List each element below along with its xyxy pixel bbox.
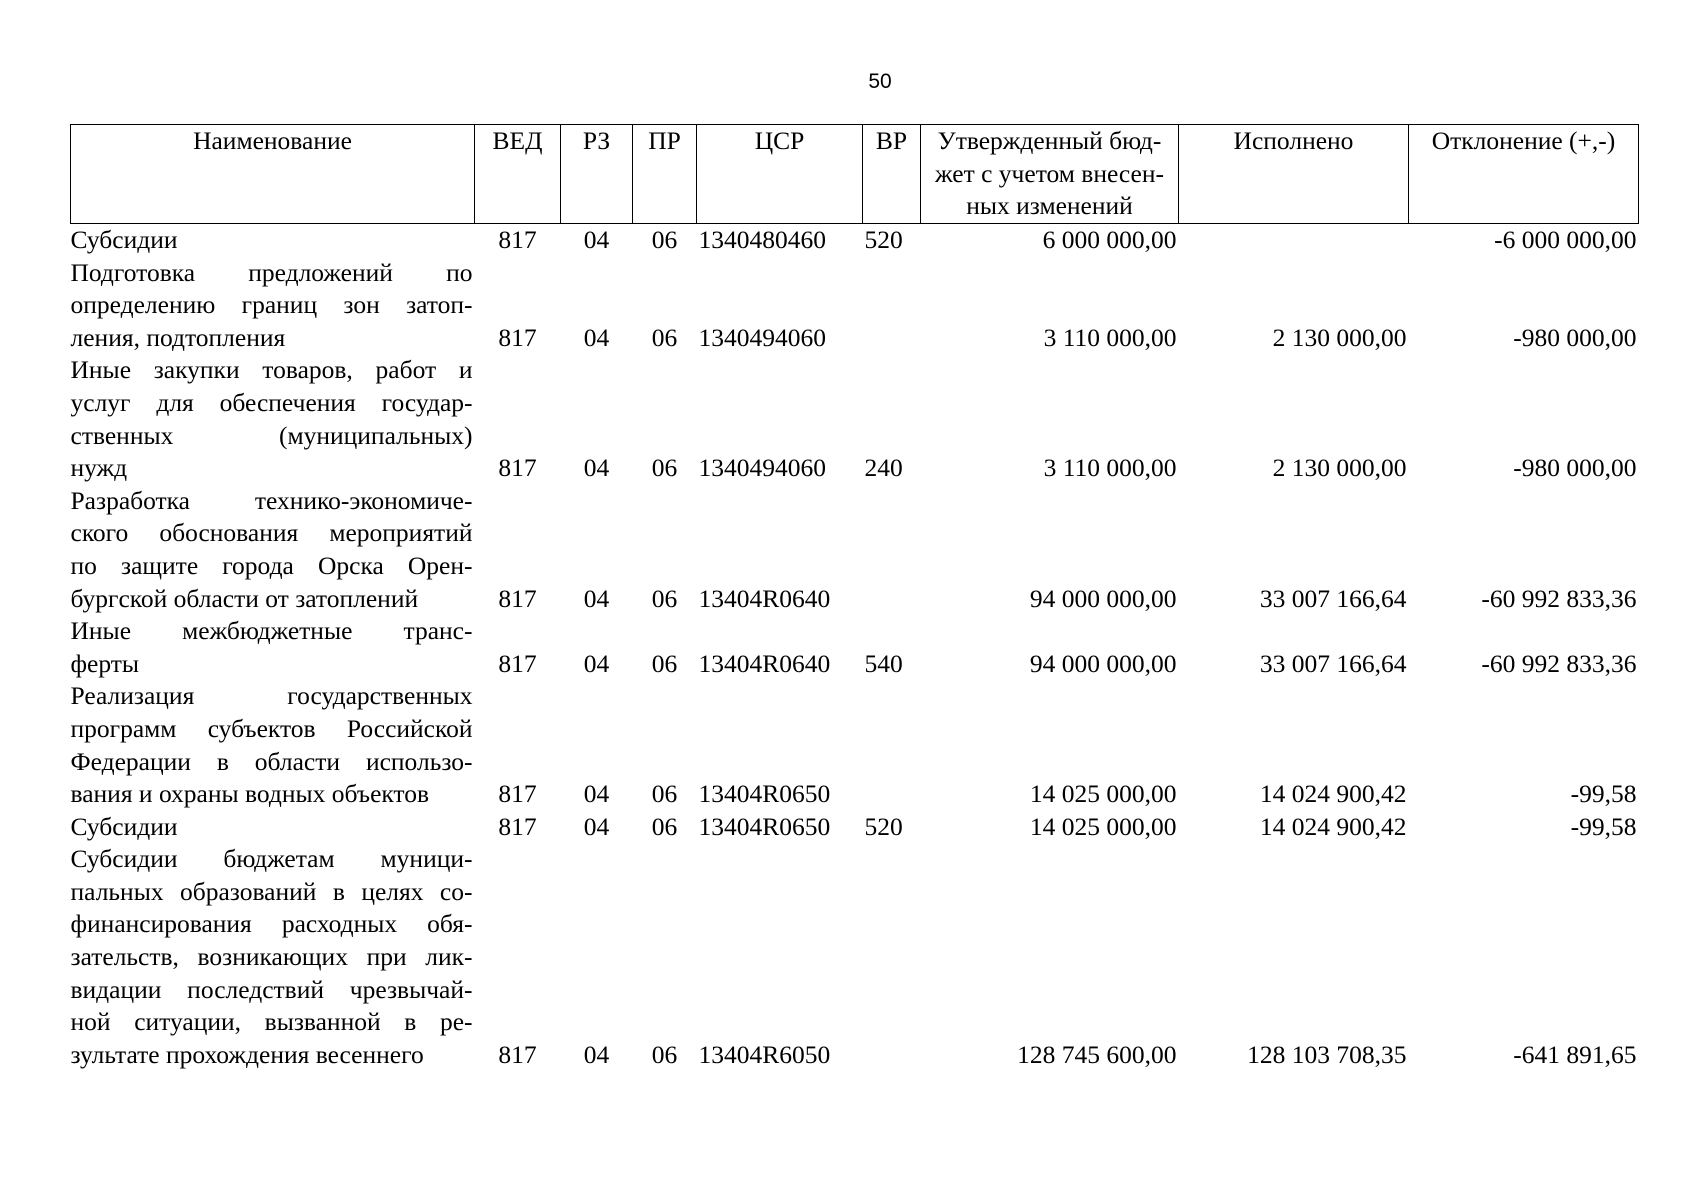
cell-deviation: -99,58 — [1570, 779, 1637, 809]
table-row — [71, 680, 1639, 810]
name-line: ления, подтопления — [70, 322, 286, 352]
cell-csr: 1340480460 — [698, 225, 826, 254]
cell-rz: 04 — [583, 1039, 610, 1069]
cell-approved: 94 000 000,00 — [1029, 583, 1177, 613]
name-line: зательств, возникающих при лик- — [70, 942, 473, 972]
cell-ved: 817 — [498, 583, 537, 613]
cell-executed: 33 007 166,64 — [1259, 648, 1407, 678]
name-line: финансирования расходных обя- — [70, 909, 473, 939]
cell-pr: 06 — [651, 583, 678, 613]
cell-approved: 94 000 000,00 — [1029, 648, 1177, 678]
cell-pr: 06 — [651, 811, 678, 841]
cell-name — [71, 354, 475, 484]
name-line: Подготовка предложений по — [70, 257, 473, 287]
header-name: Наименование — [71, 125, 475, 224]
name-line: Реализация государственных — [70, 681, 473, 711]
cell-name — [71, 811, 475, 844]
name-line: ферты — [70, 648, 140, 678]
cell-name — [71, 615, 475, 680]
header-rz: РЗ — [561, 125, 633, 224]
cell-vr: 520 — [864, 811, 903, 841]
header-executed: Исполнено — [1179, 125, 1409, 224]
cell-rz: 04 — [583, 453, 610, 483]
cell-csr: 13404R0640 — [698, 648, 831, 678]
cell-rz: 04 — [583, 779, 610, 809]
cell-vr — [863, 843, 921, 1071]
cell-deviation: -980 000,00 — [1513, 322, 1637, 352]
cell-csr: 1340494060 — [698, 322, 826, 352]
header-deviation: Отклонение (+,-) — [1409, 125, 1639, 224]
cell-vr — [863, 257, 921, 355]
cell-rz: 04 — [583, 225, 610, 254]
cell-ved: 817 — [498, 322, 537, 352]
header-ved: ВЕД — [475, 125, 561, 224]
cell-deviation: -60 992 833,36 — [1481, 583, 1637, 613]
cell-rz: 04 — [583, 811, 610, 841]
cell-name — [71, 680, 475, 810]
page-number: 50 — [868, 70, 892, 93]
table-row — [71, 224, 1639, 257]
table-header-row — [71, 125, 1639, 224]
cell-csr: 13404R6050 — [698, 1039, 831, 1069]
cell-pr: 06 — [651, 322, 678, 352]
table-body — [71, 224, 1639, 1072]
name-line: бургской области от затоплений — [70, 583, 419, 613]
cell-pr: 06 — [651, 648, 678, 678]
name-line: Разработка технико-экономиче- — [70, 485, 473, 515]
cell-csr: 1340494060 — [698, 453, 826, 483]
cell-name — [71, 485, 475, 615]
name-line: программ субъектов Российской — [70, 713, 473, 743]
name-line: ственных (муниципальных) — [70, 420, 473, 450]
cell-vr — [863, 680, 921, 810]
cell-name — [71, 257, 475, 355]
cell-executed: 14 024 900,42 — [1259, 811, 1407, 841]
cell-ved: 817 — [498, 811, 537, 841]
cell-rz: 04 — [583, 322, 610, 352]
cell-deviation: -99,58 — [1570, 811, 1637, 841]
cell-name — [71, 224, 475, 257]
cell-executed: 14 024 900,42 — [1259, 779, 1407, 809]
header-approved-line1: Утвержденный бюд- — [937, 126, 1162, 155]
name-line: Субсидии бюджетам муници- — [70, 844, 473, 874]
header-pr: ПР — [633, 125, 697, 224]
table-row — [71, 615, 1639, 680]
table-row — [71, 257, 1639, 355]
header-approved-line2: жет с учетом внесен- — [934, 158, 1164, 188]
cell-approved: 6 000 000,00 — [1042, 225, 1177, 254]
cell-deviation: -980 000,00 — [1513, 453, 1637, 483]
name-line: Субсидии — [70, 225, 178, 254]
name-line: зультате прохождения весеннего — [70, 1039, 424, 1069]
cell-deviation: -6 000 000,00 — [1494, 225, 1637, 254]
cell-approved: 128 745 600,00 — [1017, 1039, 1177, 1069]
cell-executed: 33 007 166,64 — [1259, 583, 1407, 613]
cell-pr: 06 — [651, 453, 678, 483]
name-line: услуг для обеспечения государ- — [70, 387, 473, 417]
cell-name — [71, 843, 475, 1071]
header-approved-budget — [921, 125, 1179, 224]
header-approved-line3: ных изменений — [966, 191, 1133, 221]
cell-executed: 128 103 708,35 — [1247, 1039, 1407, 1069]
name-line: видации последствий чрезвычай- — [70, 974, 473, 1004]
name-line: Субсидии — [70, 811, 178, 841]
name-line: ной ситуации, вызванной в ре- — [70, 1007, 473, 1037]
cell-rz: 04 — [583, 583, 610, 613]
cell-rz: 04 — [583, 648, 610, 678]
cell-csr: 13404R0650 — [698, 811, 831, 841]
header-csr: ЦСР — [697, 125, 863, 224]
table-row — [71, 811, 1639, 844]
cell-executed: 2 130 000,00 — [1272, 322, 1407, 352]
name-line: нужд — [70, 453, 128, 483]
cell-approved: 3 110 000,00 — [1043, 453, 1177, 483]
cell-ved: 817 — [498, 225, 537, 254]
cell-vr: 520 — [864, 225, 903, 254]
cell-executed: 2 130 000,00 — [1272, 453, 1407, 483]
cell-ved: 817 — [498, 779, 537, 809]
cell-vr: 540 — [864, 648, 903, 678]
budget-table — [70, 124, 1639, 1071]
cell-pr: 06 — [651, 779, 678, 809]
cell-executed — [1179, 224, 1409, 257]
cell-approved: 14 025 000,00 — [1029, 811, 1177, 841]
cell-approved: 3 110 000,00 — [1043, 322, 1177, 352]
table-row — [71, 485, 1639, 615]
table-row — [71, 843, 1639, 1071]
cell-ved: 817 — [498, 453, 537, 483]
cell-ved: 817 — [498, 1039, 537, 1069]
cell-deviation: -641 891,65 — [1513, 1039, 1637, 1069]
cell-vr: 240 — [864, 453, 903, 483]
cell-csr: 13404R0640 — [698, 583, 831, 613]
cell-ved: 817 — [498, 648, 537, 678]
cell-approved: 14 025 000,00 — [1029, 779, 1177, 809]
cell-deviation: -60 992 833,36 — [1481, 648, 1637, 678]
cell-pr: 06 — [651, 225, 678, 254]
name-line: по защите города Орска Орен- — [70, 550, 473, 580]
name-line: пальных образований в целях со- — [70, 876, 473, 906]
name-line: определению границ зон затоп- — [70, 290, 473, 320]
name-line: Иные закупки товаров, работ и — [70, 355, 473, 385]
header-vr: ВР — [863, 125, 921, 224]
name-line: ского обоснования мероприятий — [70, 518, 473, 548]
name-line: Федерации в области использо- — [70, 746, 473, 776]
name-line: Иные межбюджетные транс- — [70, 616, 473, 646]
name-line: вания и охраны водных объектов — [70, 779, 430, 809]
cell-vr — [863, 485, 921, 615]
cell-pr: 06 — [651, 1039, 678, 1069]
table-row — [71, 354, 1639, 484]
cell-csr: 13404R0650 — [698, 779, 831, 809]
